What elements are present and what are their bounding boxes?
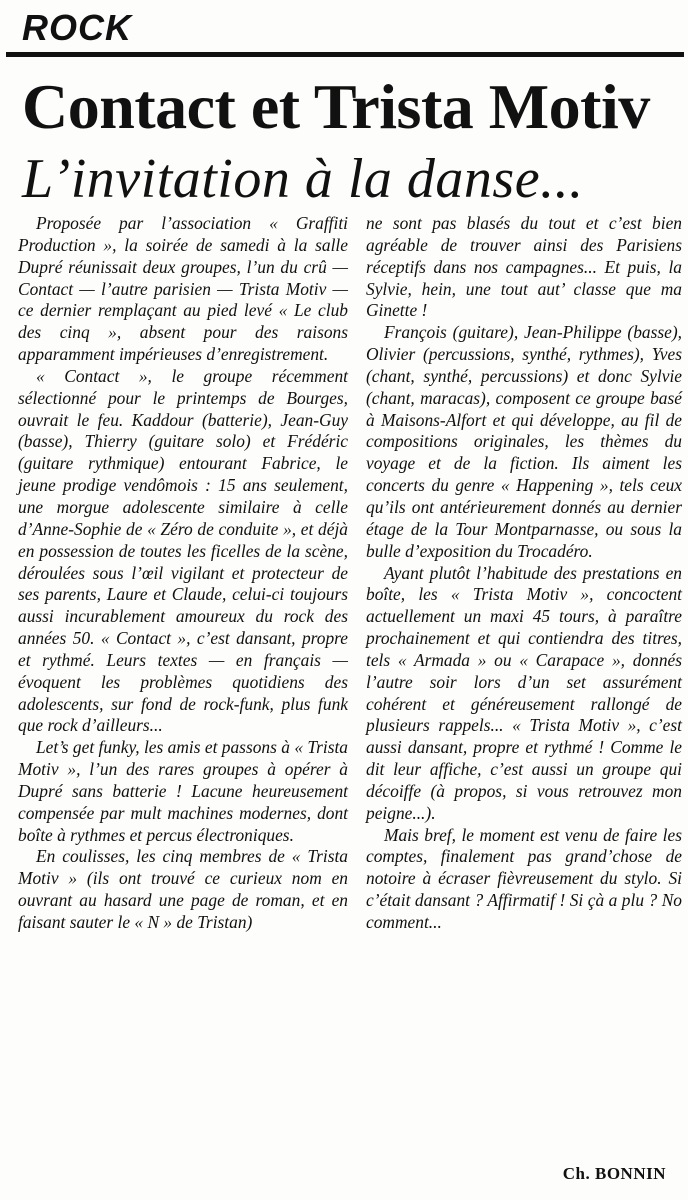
article-paragraph: Let’s get funky, les amis et passons à « Trista Motiv », l’un des rares groupes à opérer à Dupré sans batterie ! Lacune heureusement compensée par mult machines modernes, dont boîte à rythmes et percus électroniques. <box>18 737 348 845</box>
section-rule <box>6 52 684 57</box>
article-paragraph: François (guitare), Jean-Philippe (basse), Olivier (percussions, synthé, rythmes), Yves (chant, synthé, percussions) et donc Sylvie (chant, maracas), composent ce groupe basé à Maisons-Alfort et qui développe, au fil de compositions originales, les thèmes du voyage et de la fiction. Ils aiment les concerts du genre « Happening », tels ceux qu’ils ont antérieurement donnés au dernier étage de la Tour Montparnasse, ou sous la bulle d’exposition du Trocadéro. <box>366 322 682 561</box>
article-column-right <box>366 213 682 934</box>
section-label: ROCK <box>22 7 132 48</box>
author-signature: Ch. BONNIN <box>562 1164 666 1183</box>
article-paragraph: En coulisses, les cinq membres de « Trista Motiv » (ils ont trouvé ce curieux nom en ouvrant au hasard une page de roman, et en faisant sauter le « N » de Tristan) <box>18 846 348 932</box>
article-title: Contact et Trista Motiv <box>22 71 650 142</box>
article-paragraph: Ayant plutôt l’habitude des prestations en boîte, les « Trista Motiv », concoctent actuellement un maxi 45 tours, à paraître prochainement et qui contiendra des titres, tels « Armada » ou « Carapace », donnés l’autre soir lors d’un set assurément cohérent et généreusement rallongé de plusieurs rappels... « Trista Motiv », c’est aussi dansant, propre et rythmé ! Comme le dit leur affiche, c’est aussi un groupe qui décoiffe (à propos, si vous retrouvez mon peigne...). <box>366 562 682 823</box>
article-paragraph: Proposée par l’association « Graffiti Production », la soirée de samedi à la salle Dupré réunissait deux groupes, l’un du crû — Contact — l’autre parisien — Trista Motiv — ce dernier remplaçant au pied levé « Le club des cinq », absent pour des raisons apparamment impérieuses d’enregistrement. <box>18 213 348 365</box>
article-subtitle: L’invitation à la danse... <box>22 148 584 210</box>
article-paragraph: ne sont pas blasés du tout et c’est bien agréable de trouver ainsi des Parisiens réceptifs dans nos campagnes... Et puis, la Sylvie, hein, une tout aut’ classe que ma Ginette ! <box>366 213 682 321</box>
article-paragraph: Mais bref, le moment est venu de faire les comptes, finalement pas grand’chose de notoire à écraser fièvreusement du stylo. Si c’était dansant ? Affirmatif ! Si çà a plu ? No comment... <box>366 824 682 932</box>
article-column-left <box>18 213 348 934</box>
article-paragraph: « Contact », le groupe récemment sélectionné pour le printemps de Bourges, ouvrait le feu. Kaddour (batterie), Jean-Guy (basse), Thierry (guitare solo) et Frédéric (guitare rythmique) entourant Fabrice, le jeune prodige vendômois : 15 ans seulement, une morgue adolescente similaire à celle d’Anne-Sophie de « Zéro de conduite », et déjà en possession de toutes les ficelles de la scène, déroulées sous l’œil vigilant et protecteur de ses parents, Laure et Claude, celui-ci toujours aussi incurablement amoureux du rock des années 50. « Contact », c’est dansant, propre et rythmé. Leurs textes — en français — évoquent les problèmes quotidiens des adolescents, sur fond de rock-funk, plus funk que rock d’ailleurs... <box>18 365 348 736</box>
